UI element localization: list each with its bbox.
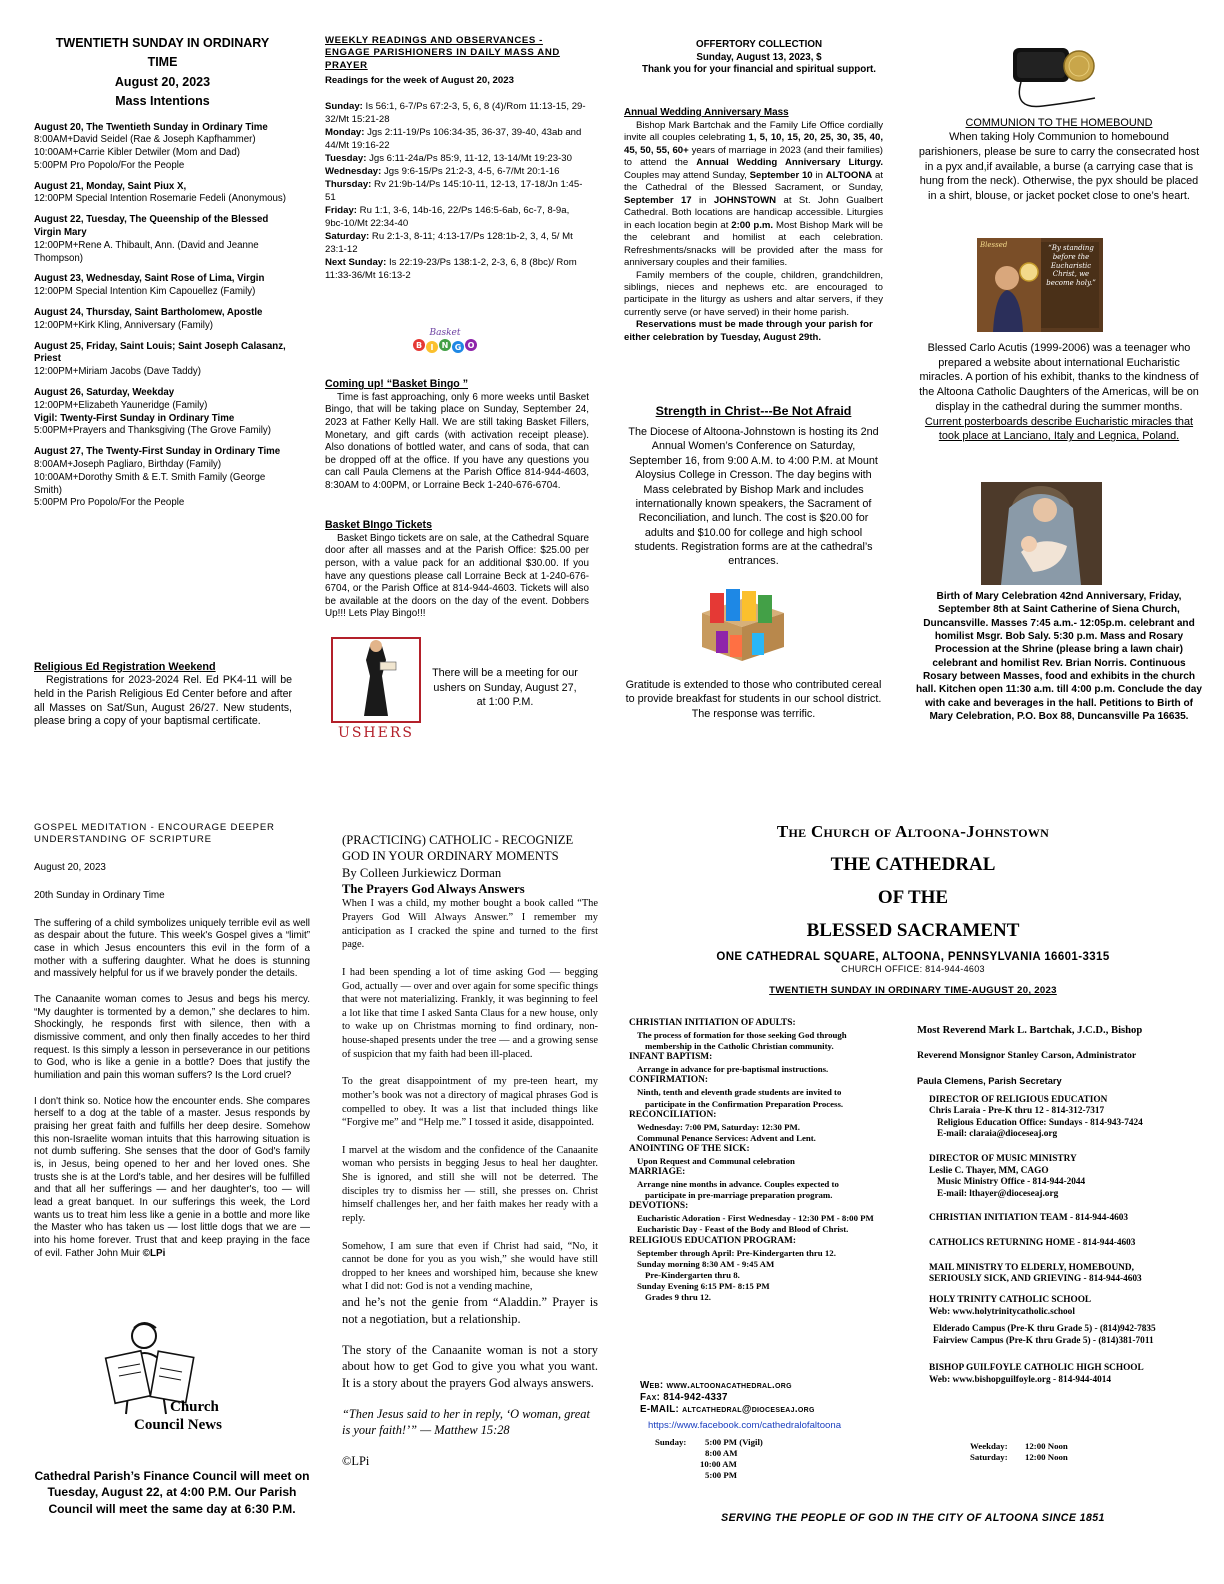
gospel-meditation: [34, 822, 310, 1307]
strength-in-christ-section: [624, 403, 883, 583]
reading-item: Tuesday: Jgs 6:11-24a/Ps 85:9, 11-12, 13-14/Mt 19:23-30: [325, 153, 572, 165]
footer-motto: SERVING THE PEOPLE OF GOD IN THE CITY OF ALTOONA SINCE 1851: [721, 1512, 1105, 1524]
birth-of-mary-section: Birth of Mary Celebration 42nd Anniversary, Friday, September 8th at Saint Catherine of Siena Church, Duncansville. Masses 7:45 a.m.- 12:05p.m. celebrant and homilist Msgr. Bob Saly. 5:30 p.m. Mass and Rosary Procession at the Shrine (please bring a lawn chair) celebrant and homilist Rev. Brian Norris. Continuous Rosary between Masses, food and exhibits in the church hall. Kitchen open 11:30 a.m. till 4:00 p.m. Conclude the day with cake and beverages in the hall. Petitions to Birth of Mary Celebration, P.O. Box 88, Duncansville Pa 16635.: [915, 591, 1203, 722]
mass-intentions: [34, 34, 291, 652]
ushers-logo: [330, 636, 422, 742]
sunday-label: Sunday:: [655, 1437, 687, 1447]
bingo-tickets-title: Basket BIngo Tickets: [325, 519, 432, 531]
weekday-label: Weekday:: [970, 1441, 1008, 1451]
carlo-link-text: Current posterboards describe Eucharistic miracles that took place at Lanciano, Italy and Legnica, Poland.: [924, 415, 1194, 443]
masthead-office: CHURCH OFFICE: 814-944-4603: [841, 964, 985, 975]
sacrament-entry: DEVOTIONS: Eucharistic Adoration - First Wednesday - 12:30 PM - 8:00 PM Eucharistic Day - Feast of the Body and Blood of Christ.: [629, 1201, 874, 1235]
bingo-letter: B: [415, 341, 423, 350]
directory-entry: MAIL MINISTRY TO ELDERLY, HOMEBOUND, SERIOUSLY SICK, AND GRIEVING - 814-944-4603: [929, 1262, 1142, 1285]
staff-directory: [917, 1024, 1207, 1414]
saturday-label: Saturday:: [970, 1452, 1008, 1462]
gospel-occasion: 20th Sunday in Ordinary Time: [34, 889, 165, 901]
practicing-p4: I marvel at the wisdom and the confidence of the Canaanite woman who persists in begging Jesus to heal her daughter. She is ignored, and still she will not be deterred. The disciples try to dismiss her — still, she presses on. Christ himself challenges her, and her faith makes her ready with a reply.: [342, 1144, 598, 1224]
practicing-title: (PRACTICING) CATHOLIC - RECOGNIZE GOD IN YOUR ORDINARY MOMENTS: [342, 833, 574, 864]
offertory-collection: OFFERTORY COLLECTION Sunday, August 13, 2023, $ Thank you for your financial and spiritual support.: [641, 39, 877, 76]
gospel-p1: The suffering of a child symbolizes uniquely terrible evil as well as despair about the future. This week's Gospel gives a “limit” case in which Jesus encounters this evil in the form of a mother with a suffering daughter. What he does is stunning and massively helpful for us if we bravely ponder the details.: [34, 917, 310, 980]
bingo-tickets-body: Basket Bingo tickets are on sale, at the Cathedral Square door after all masses and at the Parish Office: $25.00 per person, with a value pack for an additional $30.00. If you have any questions please call Lorraine Beck at 1-240-676-6704, or the Parish Office at 814-944-4603. Tickets will also be available at the doors on the day of the event. Dobbers Up!!! Lets Play Bingo!!!: [325, 532, 589, 620]
reading-item: Monday: Jgs 2:11-19/Ps 106:34-35, 36-37, 39-40, 43ab and 44/Mt 19:16-22: [325, 126, 582, 152]
practicing-byline: By Colleen Jurkiewicz Dorman: [342, 865, 502, 880]
religious-ed-title: Religious Ed Registration Weekend: [34, 661, 216, 673]
secretary-line: Paula Clemens, Parish Secretary: [917, 1075, 1062, 1086]
intention-day: August 23, Wednesday, Saint Rose of Lima, Virgin 12:00PM Special Intention Kim Capouellez (Family): [34, 273, 265, 298]
sunday-time: 8:00 AM: [705, 1448, 738, 1458]
gospel-p2: The Canaanite woman comes to Jesus and begs his mercy. “My daughter is tormented by a demon,” she declares to him. Shockingly, he responds first with silence, then with a dismissive comment, and only then finally accedes to her third request. Is this simply a lesson in perseverance in our petitions to God, who is like a genie in a bottle? Does that justify the humiliation and pain this woman suffers? Is the Lord cruel?: [34, 994, 310, 1082]
anniversary-mass-section: [624, 107, 883, 385]
anniversary-title: Annual Wedding Anniversary Mass: [624, 107, 789, 118]
practicing-p6: The story of the Canaanite woman is not a story about how to get God to give you what you want. It is a story about the prayers God always answers.: [342, 1342, 598, 1390]
anniversary-p1: Bishop Mark Bartchak and the Family Life Office cordially invite all couples celebrating 1, 5, 10, 15, 20, 25, 30, 35, 40, 45, 50, 55, 60+ years of marriage in 2023 (and their families) to attend the Annual Wedding Anniversary Liturgy. Couples may attend Sunday, September 10 in ALTOONA at the Cathedral of the Blessed Sacrament, or Sunday, September 17 in JOHNSTOWN at St. John Gualbert Cathedral. Both locations are handicap accessible. Liturgies in each location begin at 2:00 p.m. Most Bishop Mark will be the celebrant and homilist at each celebration. Refreshments/snacks will be provided after the mass for anniversary couples and their families.: [624, 119, 883, 269]
weekday-time: 12:00 Noon: [1025, 1441, 1068, 1451]
bingo-letter: O: [467, 341, 475, 350]
reading-item: Wednesday: Jgs 9:6-15/Ps 21:2-3, 4-5, 6-7/Mt 20:1-16: [325, 166, 560, 178]
carlo-acutis-section: [918, 341, 1200, 475]
intention-day: August 20, The Twentieth Sunday in Ordinary Time 8:00AM+David Seidel (Rae & Joseph Kapfhammer) 10:00AM+Carrie Kibler Detwiler (Mom and Dad) 5:00PM Pro Popolo/For the People: [34, 121, 268, 171]
sacrament-entry: CHRISTIAN INITIATION OF ADULTS: The process of formation for those seeking God through membership in the Catholic Christian community.: [629, 1018, 847, 1052]
practicing-p5b: and he’s not the genie from “Aladdin.” Prayer is not a negotiation, but a relationship.: [342, 1295, 598, 1326]
contact-email[interactable]: E-MAIL: altcathedral@dioceseaj.org: [640, 1404, 815, 1416]
reading-item: Next Sunday: Is 22:19-23/Ps 138:1-2, 2-3, 6, 8 (8bc)/ Rom 11:33-36/Mt 16:13-2: [325, 257, 577, 282]
masthead-line2: THE CATHEDRAL: [830, 853, 996, 875]
homebound-section: [918, 116, 1200, 234]
sacrament-entry: CONFIRMATION: Ninth, tenth and eleventh grade students are invited to participate in the Confirmation Preparation Process.: [629, 1075, 844, 1109]
ushers-meeting: There will be a meeting for our ushers on Sunday, August 27, at 1:00 P.M.: [432, 667, 578, 709]
directory-entry: CHRISTIAN INITIATION TEAM - 814-944-4603: [929, 1213, 1129, 1224]
mary-with-child-image: [981, 482, 1102, 585]
carlo-body: Blessed Carlo Acutis (1999-2006) was a teenager who prepared a website about international Eucharistic miracles. A portion of his exhibit, thanks to the kindness of the Altoona Catholic Daughters of the Americas, will be on display in the cathedral during the summer months.: [919, 342, 1199, 413]
saturday-time: 12:00 Noon: [1025, 1452, 1068, 1462]
reading-item: Thursday: Rv 21:9b-14/Ps 145:10-11, 12-13, 17-18/Jn 1:45-51: [325, 179, 583, 204]
directory-entry: HOLY TRINITY CATHOLIC SCHOOL Web: www.holytrinitycatholic.school Elderado Campus (Pre-K thru Grade 5) - (814)942-7835 Fairview Campus (Pre-K thru Grade 5) - (814)381-7011: [929, 1294, 1156, 1346]
bingo-tickets-section: [325, 519, 589, 629]
reading-item: Saturday: Ru 2:1-3, 8-11; 4:13-17/Ps 128:1b-2, 3, 4, 5/ Mt 23:1-12: [325, 231, 573, 256]
intention-day: August 24, Thursday, Saint Bartholomew, Apostle 12:00PM+Kirk Kling, Anniversary (Family): [34, 307, 263, 331]
carlo-image-quote: “By standing before the Eucharistic Christ, we become holy.”: [1046, 244, 1096, 287]
practicing-p2: I had been spending a lot of time asking God — begging God, actually — over and over again for some specific things that were not materializing. Frankly, it was beginning to feel a lot like that time I asked Santa Claus for a new house, only to wake up on Christmas morning to find ordinary, non-house-shaped presents under the tree — and a growing sense of suspicion that my faith had been ill-placed.: [342, 966, 598, 1060]
sacrament-entry: INFANT BAPTISM: Arrange in advance for pre-baptismal instructions.: [629, 1052, 829, 1075]
sunday-time: 10:00 AM: [700, 1459, 737, 1469]
readings-title: WEEKLY READINGS AND OBSERVANCES - ENGAGE PARISHIONERS IN DAILY MASS AND PRAYER: [325, 35, 560, 71]
contact-fax: Fax: 814-942-4337: [640, 1392, 728, 1404]
reading-item: Friday: Ru 1:1, 3-6, 14b-16, 22/Ps 146:5-6ab, 6c-7, 8-9a, 9bc-10/Mt 22:34-40: [325, 205, 570, 230]
carlo-image-label: Blessed: [980, 241, 1008, 249]
council-logo-line2: Council News: [134, 1417, 222, 1433]
intention-day: August 21, Monday, Saint Piux X, 12:00PM Special Intention Rosemarie Fedeli (Anonymous): [34, 180, 287, 205]
practicing-catholic-article: [342, 832, 598, 1542]
directory-entry: CATHOLICS RETURNING HOME - 814-944-4603: [929, 1238, 1136, 1249]
council-meeting-notice: Cathedral Parish’s Finance Council will meet on Tuesday, August 22, at 4:00 P.M. Our Parish Council will meet the same day at 6:30 P.M.: [34, 1469, 310, 1516]
intention-day: August 27, The Twenty-First Sunday in Ordinary Time 8:00AM+Joseph Pagliaro, Birthday (Family) 10:00AM+Dorothy Smith & E.T. Smith Family (George Smith) 5:00PM Pro Popolo/For the People: [34, 446, 281, 509]
gratitude-note: Gratitude is extended to those who contributed cereal to provide breakfast for students in our school district. The response was terrific.: [625, 679, 882, 720]
practicing-p1: When I was a child, my mother bought a book called “The Prayers God Will Always Answer.” I remember my anticipation as I cracked the spine and turned to the first page.: [342, 898, 598, 951]
sunday-time: 5:00 PM (Vigil): [705, 1437, 763, 1447]
practicing-credit: ©LPi: [342, 1454, 370, 1469]
practicing-quote: “Then Jesus said to her in reply, ‘O woman, great is your faith!’” — Matthew 15:28: [342, 1406, 590, 1438]
facebook-link[interactable]: https://www.facebook.com/cathedralofaltoona: [648, 1420, 842, 1431]
gospel-title: GOSPEL MEDITATION - ENCOURAGE DEEPER UNDERSTANDING OF SCRIPTURE: [34, 822, 275, 846]
cathedral-masthead: [624, 820, 1202, 1002]
pyx-image: [1003, 40, 1103, 112]
bingo-script-word: Basket: [429, 328, 461, 338]
homebound-title: COMMUNION TO THE HOMEBOUND: [965, 117, 1153, 129]
intention-day: August 22, Tuesday, The Queenship of the Blessed Virgin Mary 12:00PM+Rene A. Thibault, Ann. (David and Jeanne Thompson): [34, 214, 269, 264]
contact-web[interactable]: Web: www.altoonacathedral.org: [640, 1380, 792, 1391]
basket-bingo-body: Time is fast approaching, only 6 more weeks until Basket Bingo, that will be taking place on Sunday, September 24, 2023 at Father Kelly Hall. We are still taking Basket Fillers, Monetary, and gift cards (with activation receipt please). Also donations of bottled water, and cans of soda, that can be dropped off at the office. If you have any questions you can call Paula Clemens at the Parish Office 814-944-4603, 8:30AM to 4:00PM, or Lorraine Beck 1-240-676-6704.: [325, 391, 589, 491]
sacrament-entry: RECONCILIATION: Wednesday: 7:00 PM, Saturday: 12:30 PM. Communal Penance Services: Advent and Lent.: [629, 1109, 816, 1143]
sunday-time: 5:00 PM: [705, 1470, 738, 1480]
basket-bingo-section: [325, 378, 589, 513]
basket-bingo-logo: [407, 325, 483, 357]
gospel-credit: ©LPi: [142, 1247, 166, 1259]
gospel-date: August 20, 2023: [34, 861, 106, 873]
religious-ed-section: [34, 660, 292, 752]
directory-entry: BISHOP GUILFOYLE CATHOLIC HIGH SCHOOL Web: www.bishopguilfoyle.org - 814-944-4014: [929, 1363, 1144, 1385]
readings-subtitle: Readings for the week of August 20, 2023: [325, 75, 514, 87]
masthead-line3: OF THE: [877, 887, 949, 909]
church-council-news-logo: [104, 1318, 224, 1446]
bishop-line: Most Reverend Mark L. Bartchak, J.C.D., Bishop: [917, 1025, 1143, 1036]
homebound-body: When taking Holy Communion to homebound parishioners, please be sure to carry the consecrated host in a pyx and,if available, a burse (a carrying case that is hung from the neck). Otherwise, the pyx should be placed in a shirt, blouse, or jacket pocket close to one’s heart.: [918, 131, 1200, 203]
carlo-acutis-image: [977, 238, 1103, 332]
directory-entry: DIRECTOR OF MUSIC MINISTRY Leslie C. Thayer, MM, CAGO Music Ministry Office - 814-944-2044 E-mail: lthayer@dioceseaj.org: [929, 1154, 1086, 1199]
administrator-line: Reverend Monsignor Stanley Carson, Administrator: [917, 1049, 1137, 1061]
reading-item: Sunday: Is 56:1, 6-7/Ps 67:2-3, 5, 6, 8 (4)/Rom 11:13-15, 29-32/Mt 15:21-28: [325, 100, 586, 125]
anniversary-p3: Reservations must be made through your parish for either celebration by Tuesday, August 29th.: [624, 319, 873, 343]
sunday-mass-times: [655, 1437, 815, 1487]
bingo-letter: G: [454, 343, 462, 352]
gospel-p3: I don't think so. Notice how the encounter ends. She compares herself to a dog at the table of a master. Jesus responds by praising her great faith and fulfills her deep desire. Somehow this non-Israelite woman intuits that this harrowing situation is not dumb suffering. She senses that the door of God's family is, in Jesus, being opened to her and her loved ones. She trusts she is at the Lord's table, and her desires will be fulfilled and that all her sufferings — and her daughter's, too — will lead a great banquet. In our sufferings this week, the Lord wants us to treat him less like a genie in a bottle and more like the Master who has taken us — lost little dogs that we are — into his home forever. Trust that and keep praying in the face of evil. Father John Muir ©LPi: [34, 1095, 310, 1259]
practicing-p3: To the great disappointment of my pre-teen heart, my mother’s book was not a directory of magical phrases God is compelled to obey. It was a list that included things like “Forgive me” and “Help me.” I tossed it aside, disappointed.: [342, 1076, 598, 1129]
practicing-p5a: Somehow, I am sure that even if Christ had said, “No, it cannot be done for you as you wish,” she would have still dropped to her knees and worshiped him, because she knew what I did not: God is not a vending machine,: [342, 1240, 598, 1293]
weekday-mass-times: [970, 1441, 1130, 1469]
intention-day: August 25, Friday, Saint Louis; Saint Joseph Calasanz, Priest 12:00PM+Miriam Jacobs (Dave Taddy): [34, 340, 286, 378]
masthead-line4: BLESSED SACRAMENT: [806, 920, 1020, 942]
bingo-letter: N: [441, 341, 449, 350]
masthead-date-line: TWENTIETH SUNDAY IN ORDINARY TIME-AUGUST 20, 2023: [769, 985, 1057, 996]
ushers-logo-text: USHERS: [338, 725, 414, 741]
strength-body: The Diocese of Altoona-Johnstown is hosting its 2nd Annual Women’s Conference on Saturday, September 16, from 9:00 A.M. to 4:00 P.M. at Mount Aloysius College in Cresson. The day begins with Mass celebrated by Bishop Mark and includes internationally known speakers, the Sacrament of Reconciliation, and lunch. The cost is $20.00 for adults and $10.00 for college and high school students. Registration forms are at the cathedral’s entrances.: [628, 426, 879, 568]
strength-title: Strength in Christ---Be Not Afraid: [655, 404, 852, 418]
sacrament-entry: RELIGIOUS EDUCATION PROGRAM: September through April: Pre-Kindergarten thru 12. Sunday morning 8:30 AM - 9:45 AM Pre-Kindergarten thru 8. Sunday Evening 6:15 PM- 8:15 PM Grades 9 thru 12.: [629, 1235, 836, 1303]
intentions-title: TWENTIETH SUNDAY IN ORDINARY TIME August 20, 2023 Mass Intentions: [55, 36, 270, 109]
masthead-address: ONE CATHEDRAL SQUARE, ALTOONA, PENNSYLVANIA 16601-3315: [716, 950, 1110, 963]
sacraments-list: [629, 1018, 897, 1358]
anniversary-p2: Family members of the couple, children, grandchildren, siblings, nieces and nephews etc. are encouraged to participate in the liturgy as ushers and altar servers, if they currently serve (or have served) in their home parish.: [624, 269, 883, 318]
sacrament-entry: MARRIAGE: Arrange nine months in advance. Couples expected to participate in pre-marriage preparation program.: [629, 1167, 839, 1201]
weekly-readings: [325, 35, 590, 355]
cereal-boxes-image: [696, 585, 788, 661]
sacrament-entry: ANOINTING OF THE SICK: Upon Request and Communal celebration: [629, 1143, 795, 1166]
directory-entry: DIRECTOR OF RELIGIOUS EDUCATION Chris Laraia - Pre-K thru 12 - 814-312-7317 Religious Education Office: Sundays - 814-943-7424 E-mail: claraia@dioceseaj.org: [929, 1094, 1143, 1140]
basket-bingo-title: Coming up! “Basket Bingo ”: [325, 378, 469, 390]
council-logo-line1: Church: [170, 1399, 219, 1415]
intention-day: August 26, Saturday, Weekday 12:00PM+Elizabeth Yauneridge (Family) Vigil: Twenty-First Sunday in Ordinary Time 5:00PM+Prayers and Thanksgiving (The Grove Family): [34, 387, 271, 437]
practicing-subtitle: The Prayers God Always Answers: [342, 882, 525, 897]
bingo-letter: I: [430, 343, 434, 352]
religious-ed-body: Registrations for 2023-2024 Rel. Ed PK4-11 will be held in the Parish Religious Ed Center before and after all Masses on Sat/Sun, August 26/27. New students, please bring a copy of your baptismal certificate.: [34, 674, 292, 728]
masthead-line1: The Church of Altoona-Johnstown: [776, 822, 1050, 841]
